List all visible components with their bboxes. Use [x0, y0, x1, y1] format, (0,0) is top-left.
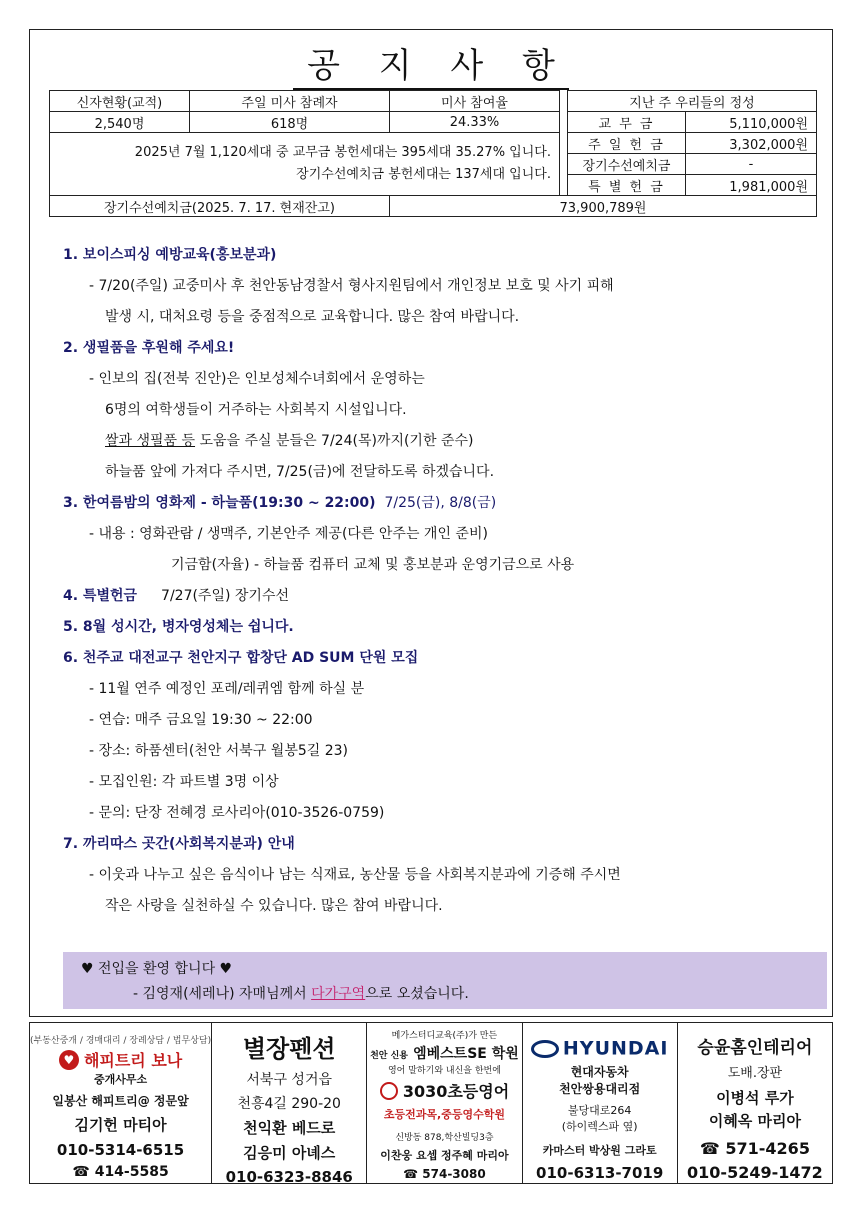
notice-line: 발생 시, 대처요령 등을 중점적으로 교육합니다. 많은 참여 바랍니다.: [105, 309, 520, 325]
notice-heading: 5. 8월 성시간, 병자영성체는 쉽니다.: [63, 619, 294, 635]
offering-value: 1,981,000원: [686, 175, 817, 196]
notice-line: 6명의 여학생들이 거주하는 사회복지 시설입니다.: [105, 402, 407, 418]
heart-logo-icon: ♥: [59, 1050, 79, 1070]
welcome-box: [63, 952, 827, 1009]
notice-frame: [29, 29, 833, 1017]
ad-hyundai: HYUNDAI 현대자동차 천안쌍용대리점 불당대로264 (하이렉스파 옆) 카마스터 박상원 그라토 010-6313-7019: [523, 1023, 678, 1183]
notice-heading: 1. 보이스피싱 예방교육(홍보분과): [63, 247, 277, 263]
notice-line: - 이웃과 나누고 싶은 음식이나 남는 식재료, 농산물 등을 사회복지분과에 기증해 주시면: [89, 867, 621, 883]
hyundai-emblem-icon: [531, 1040, 559, 1058]
notice-line: 하늘품 앞에 가져다 주시면, 7/25(금)에 전달하도록 하겠습니다.: [105, 464, 495, 480]
notice-line: - 11월 연주 예정인 포레/레퀴엠 함께 하실 분: [89, 681, 365, 697]
offering-value: -: [686, 154, 817, 175]
offering-label: 장기수선예치금: [568, 154, 686, 175]
welcome-title: ♥ 전입을 환영 합니다 ♥: [81, 961, 233, 977]
offering-value: 3,302,000원: [686, 133, 817, 154]
notice-heading: 3. 한여름밤의 영화제 - 하늘품(19:30 ~ 22:00) 7/25(금), 8/8(금): [63, 495, 497, 511]
notice-line: - 연습: 매주 금요일 19:30 ~ 22:00: [89, 712, 313, 728]
ad-interior: 승윤홈인테리어 도배.장판 이병석 루가 이혜옥 마리아 ☎ 571-4265 010-5249-1472: [687, 1038, 823, 1182]
notice-line: - 내용 : 영화관람 / 생맥주, 기본안주 제공(다른 안주는 개인 준비): [89, 526, 488, 542]
hyundai-logo: HYUNDAI: [523, 1037, 677, 1060]
stats-members-value: 2,540명: [50, 112, 190, 133]
stats-header-offerings: 지난 주 우리들의 정성: [568, 91, 817, 112]
offering-label: 주 일 헌 금: [568, 133, 686, 154]
notice-line: - 모집인원: 각 파트별 3명 이상: [89, 774, 279, 790]
notice-heading: 2. 생필품을 후원해 주세요!: [63, 340, 235, 356]
deposit-label: 장기수선예치금(2025. 7. 17. 현재잔고): [50, 196, 390, 217]
stats-header-members: 신자현황(교적): [50, 91, 190, 112]
welcome-message: - 김영재(세레나) 자매님께서 다가구역으로 오셨습니다.: [133, 986, 469, 1002]
notice-line: 기금함(자율) - 하늘품 컴퓨터 교체 및 홍보분과 운영기금으로 사용: [171, 557, 575, 573]
stats-rate-value: 24.33%: [390, 112, 560, 133]
notice-line: - 7/20(주일) 교중미사 후 천안동남경찰서 형사지원팀에서 개인정보 보호 및 사기 피해: [89, 278, 614, 294]
ad-real-estate: (부동산중개 / 경매대리 / 장례상담 / 법무상담) ♥ 해피트리 보나 중개사무소 일봉산 해피트리@ 정문앞 김기헌 마티아 010-5314-6515 ☎ 414-5585: [30, 1023, 212, 1183]
badge-logo-icon: [380, 1082, 398, 1100]
notice-heading: 7. 까리따스 곳간(사회복지분과) 안내: [63, 836, 295, 852]
sponsor-ads: [29, 1022, 833, 1184]
deposit-value: 73,900,789원: [390, 196, 817, 217]
offering-label: 교 무 금: [568, 112, 686, 133]
offering-value: 5,110,000원: [686, 112, 817, 133]
page-title: 공 지 사 항: [30, 38, 832, 87]
stats-table: [49, 90, 817, 217]
ad-pension: 별장펜션 서북구 성거읍 천흥4길 290-20 천익환 베드로 김응미 아녜스 010-6323-8846: [212, 1023, 367, 1183]
notice-line: - 인보의 집(전북 진안)은 인보성체수녀회에서 운영하는: [89, 371, 425, 387]
notice-heading: 4. 특별헌금 7/27(주일) 장기수선: [63, 588, 289, 604]
stats-header-rate: 미사 참여율: [390, 91, 560, 112]
stats-attendance-value: 618명: [190, 112, 390, 133]
notice-line: - 문의: 단장 전혜경 로사리아(010-3526-0759): [89, 805, 385, 821]
stats-note: 2025년 7월 1,120세대 중 교무금 봉헌세대는 395세대 35.27% 입니다. 장기수선예치금 봉헌세대는 137세대 입니다.: [50, 133, 560, 196]
notice-heading: 6. 천주교 대전교구 천안지구 합창단 AD SUM 단원 모집: [63, 650, 419, 666]
notice-line: 쌀과 생필품 등 도움을 주실 분들은 7/24(목)까지(기한 준수): [105, 433, 474, 449]
stats-header-attendance: 주일 미사 참례자: [190, 91, 390, 112]
ad-academy: 메가스터디교육(주)가 만든 천안 신용 엠베스트SE 학원 영어 말하기와 내신을 한번에 3030초등영어 초등전과목,중등영수학원 신방동 878,학산빌딩3층 이찬웅 요셉 정주혜 마리아 ☎ 574-3080: [367, 1023, 522, 1183]
offering-label: 특 별 헌 금: [568, 175, 686, 196]
notice-list: [63, 240, 823, 922]
notice-line: 작은 사랑을 실천하실 수 있습니다. 많은 참여 바랍니다.: [105, 898, 443, 914]
notice-line: - 장소: 하품센터(천안 서북구 월봉5길 23): [89, 743, 349, 759]
